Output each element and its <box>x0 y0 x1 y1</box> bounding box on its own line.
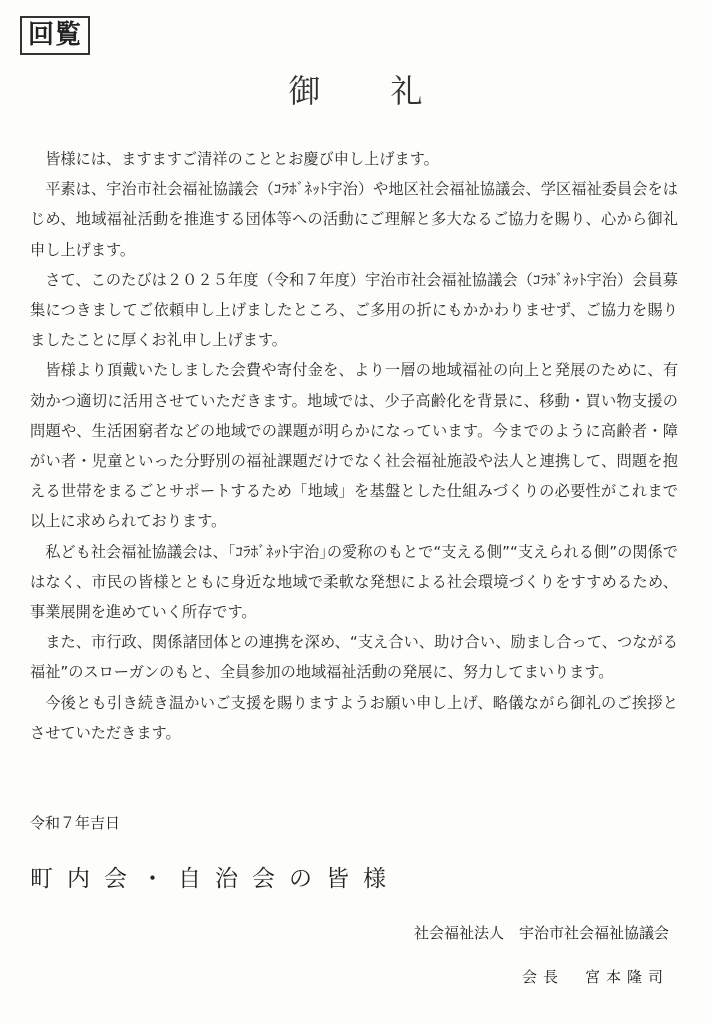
paragraph-mission: 私ども社会福祉協議会は、｢ｺﾗﾎﾞﾈｯﾄ宇治｣の愛称のもとで“支える側”“支えられる側”の関係ではなく、市民の皆様とともに身近な地域で柔軟な発想による社会環境づくりをすすめるため、事業展開を進めていく所存です。 <box>30 542 678 622</box>
paragraph-usage: 皆様より頂戴いたしました会費や寄付金を、より一層の地域福祉の向上と発展のために、有効かつ適切に活用させていただきます。地域では、少子高齢化を背景に、移動・買い物支援の問題や、生活困窮者などの地域での課題が明らかになっています。今までのように高齢者・障がい者・児童といった分野別の福祉課題だけでなく社会福祉施設や法人と連携して、問題を抱える世帯をまるごとサポートするため「地域」を基盤とした仕組みづくりの必要性がこれまで以上に求められております。 <box>30 361 678 531</box>
letter-body <box>30 144 678 748</box>
letter-date: 令和７年吉日 <box>30 814 121 832</box>
sender-organization: 社会福祉法人 宇治市社会福祉協議会 <box>413 924 669 942</box>
paragraph-closing: 今後とも引き続き温かいご支援を賜りますようお願い申し上げ、略儀ながら御礼のご挨拶とさせていただきます。 <box>30 693 678 742</box>
recipient: 町内会・自治会の皆様 <box>30 866 400 892</box>
paragraph-slogan: また、市行政、関係諸団体との連携を深め、“支え合い、助け合い、励まし合って、つながる福祉”のスローガンのもと、全員参加の地域福祉活動の発展に、努力してまいります。 <box>30 633 678 682</box>
page-title: 御礼 <box>288 72 493 110</box>
sender-president: 会長 宮本隆司 <box>521 968 669 986</box>
paragraph-greeting: 皆様には、ますますご清祥のこととお慶び申し上げます。 <box>45 150 439 168</box>
circulation-stamp: 回覧 <box>20 16 90 55</box>
paragraph-membership: さて、このたびは２０２５年度（令和７年度）宇治市社会福祉協議会（ｺﾗﾎﾞﾈｯﾄ宇治）会員募集につきましてご依頼申し上げましたところ、ご多用の折にもかかわりませず、ご協力を賜りましたことに厚くお礼申し上げます。 <box>30 270 678 350</box>
paragraph-thanks: 平素は、宇治市社会福祉協議会（ｺﾗﾎﾞﾈｯﾄ宇治）や地区社会福祉協議会、学区福祉委員会をはじめ、地域福祉活動を推進する団体等への活動にご理解と多大なるご協力を賜り、心から御礼申し上げます。 <box>30 180 678 259</box>
